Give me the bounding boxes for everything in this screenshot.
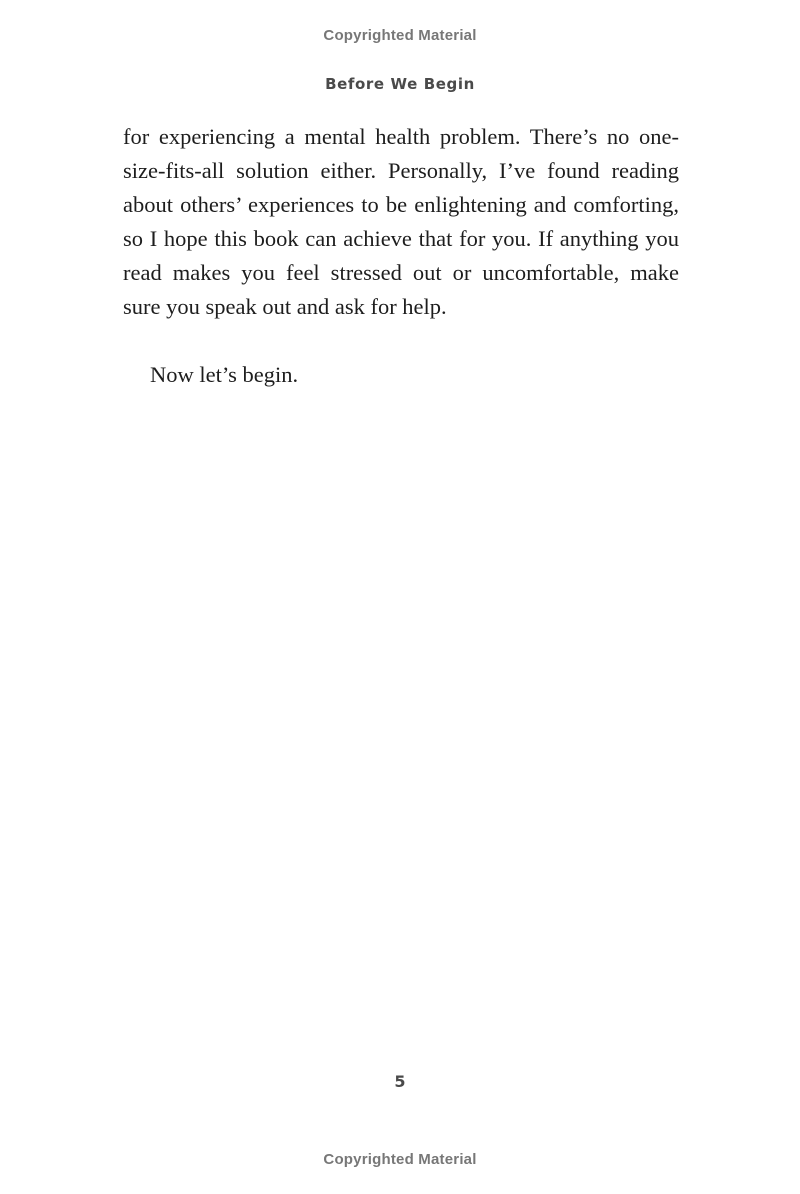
body-paragraph: for experiencing a mental health problem. There’s no one-size-fits-all solution either. Personally, I’ve found reading about others’ experiences to be enlightening and comforting, so I hope this book can achieve that for you. If anything you read makes you feel stressed out or uncomfortable, make sure you speak out and ask for help. bbox=[123, 124, 679, 319]
closing-paragraph: Now let’s begin. bbox=[150, 362, 299, 387]
copyright-watermark-top: Copyrighted Material bbox=[323, 27, 477, 44]
page-body bbox=[123, 120, 679, 392]
page-number: 5 bbox=[394, 1072, 406, 1091]
running-head: Before We Begin bbox=[325, 75, 475, 93]
copyright-watermark-bottom: Copyrighted Material bbox=[323, 1151, 477, 1168]
